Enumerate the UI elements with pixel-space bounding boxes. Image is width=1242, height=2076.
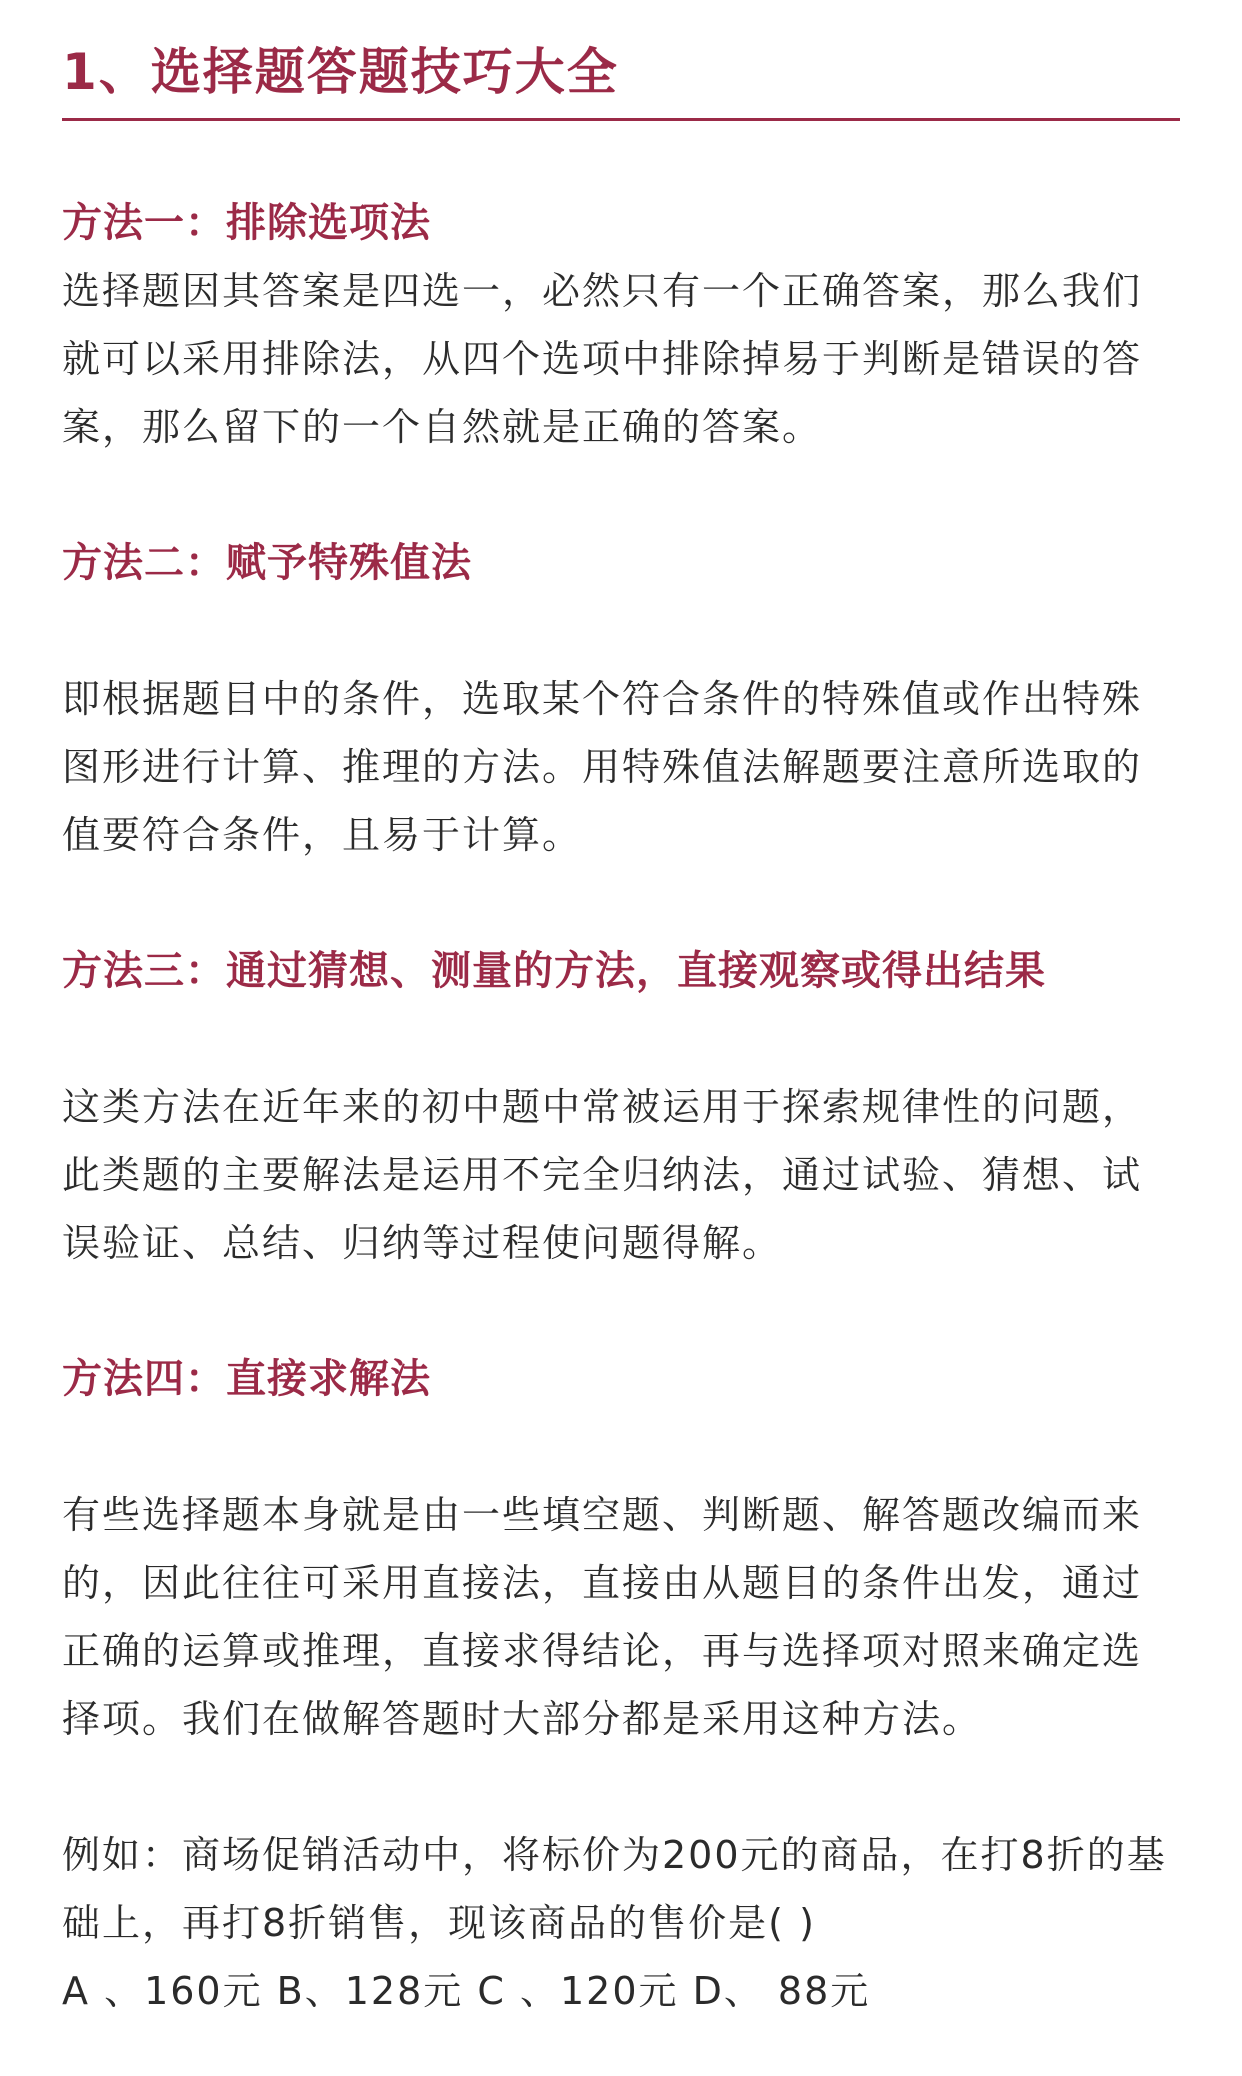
article [62,0,1180,2025]
paragraph-line: 这类方法在近年来的初中题中常被运用于探索规律性的问题， [62,1085,1143,1129]
paragraph-line: 选择题因其答案是四选一，必然只有一个正确答案，那么我们 [62,269,1143,313]
paragraph-line: 误验证、总结、归纳等过程使问题得解。 [62,1221,783,1265]
paragraph-line: 案，那么留下的一个自然就是正确的答案。 [62,405,823,449]
method-3-paragraph [62,1073,1180,1277]
method-4-paragraph [62,1481,1180,1753]
page-title: 1、选择题答题技巧大全 [62,43,619,101]
method-3-heading: 方法三：通过猜想、测量的方法，直接观察或得出结果 [62,948,1046,994]
paragraph-line: 此类题的主要解法是运用不完全归纳法，通过试验、猜想、试 [62,1153,1143,1197]
method-4-heading: 方法四：直接求解法 [62,1356,431,1402]
method-1-paragraph [62,257,1180,461]
title-divider [62,118,1180,121]
method-1-heading: 方法一：排除选项法 [62,200,431,246]
example-paragraph [62,1821,1180,2025]
method-2-paragraph [62,665,1180,869]
paragraph-line: 就可以采用排除法，从四个选项中排除掉易于判断是错误的答 [62,337,1143,381]
paragraph-line: 正确的运算或推理，直接求得结论，再与选择项对照来确定选 [62,1629,1143,1673]
paragraph-line: 值要符合条件，且易于计算。 [62,813,583,857]
paragraph-line: 的，因此往往可采用直接法，直接由从题目的条件出发，通过 [62,1561,1143,1605]
method-2-heading: 方法二：赋予特殊值法 [62,540,472,586]
paragraph-line: 图形进行计算、推理的方法。用特殊值法解题要注意所选取的 [62,745,1143,789]
paragraph-line: 有些选择题本身就是由一些填空题、判断题、解答题改编而来 [62,1493,1143,1537]
example-line: 础上，再打8折销售，现该商品的售价是( ) [62,1901,816,1945]
paragraph-line: 即根据题目中的条件，选取某个符合条件的特殊值或作出特殊 [62,677,1143,721]
paragraph-line: 择项。我们在做解答题时大部分都是采用这种方法。 [62,1697,983,1741]
example-options: A 、160元 B、128元 C 、120元 D、 88元 [62,1969,871,2013]
example-line: 例如：商场促销活动中，将标价为200元的商品，在打8折的基 [62,1833,1167,1877]
